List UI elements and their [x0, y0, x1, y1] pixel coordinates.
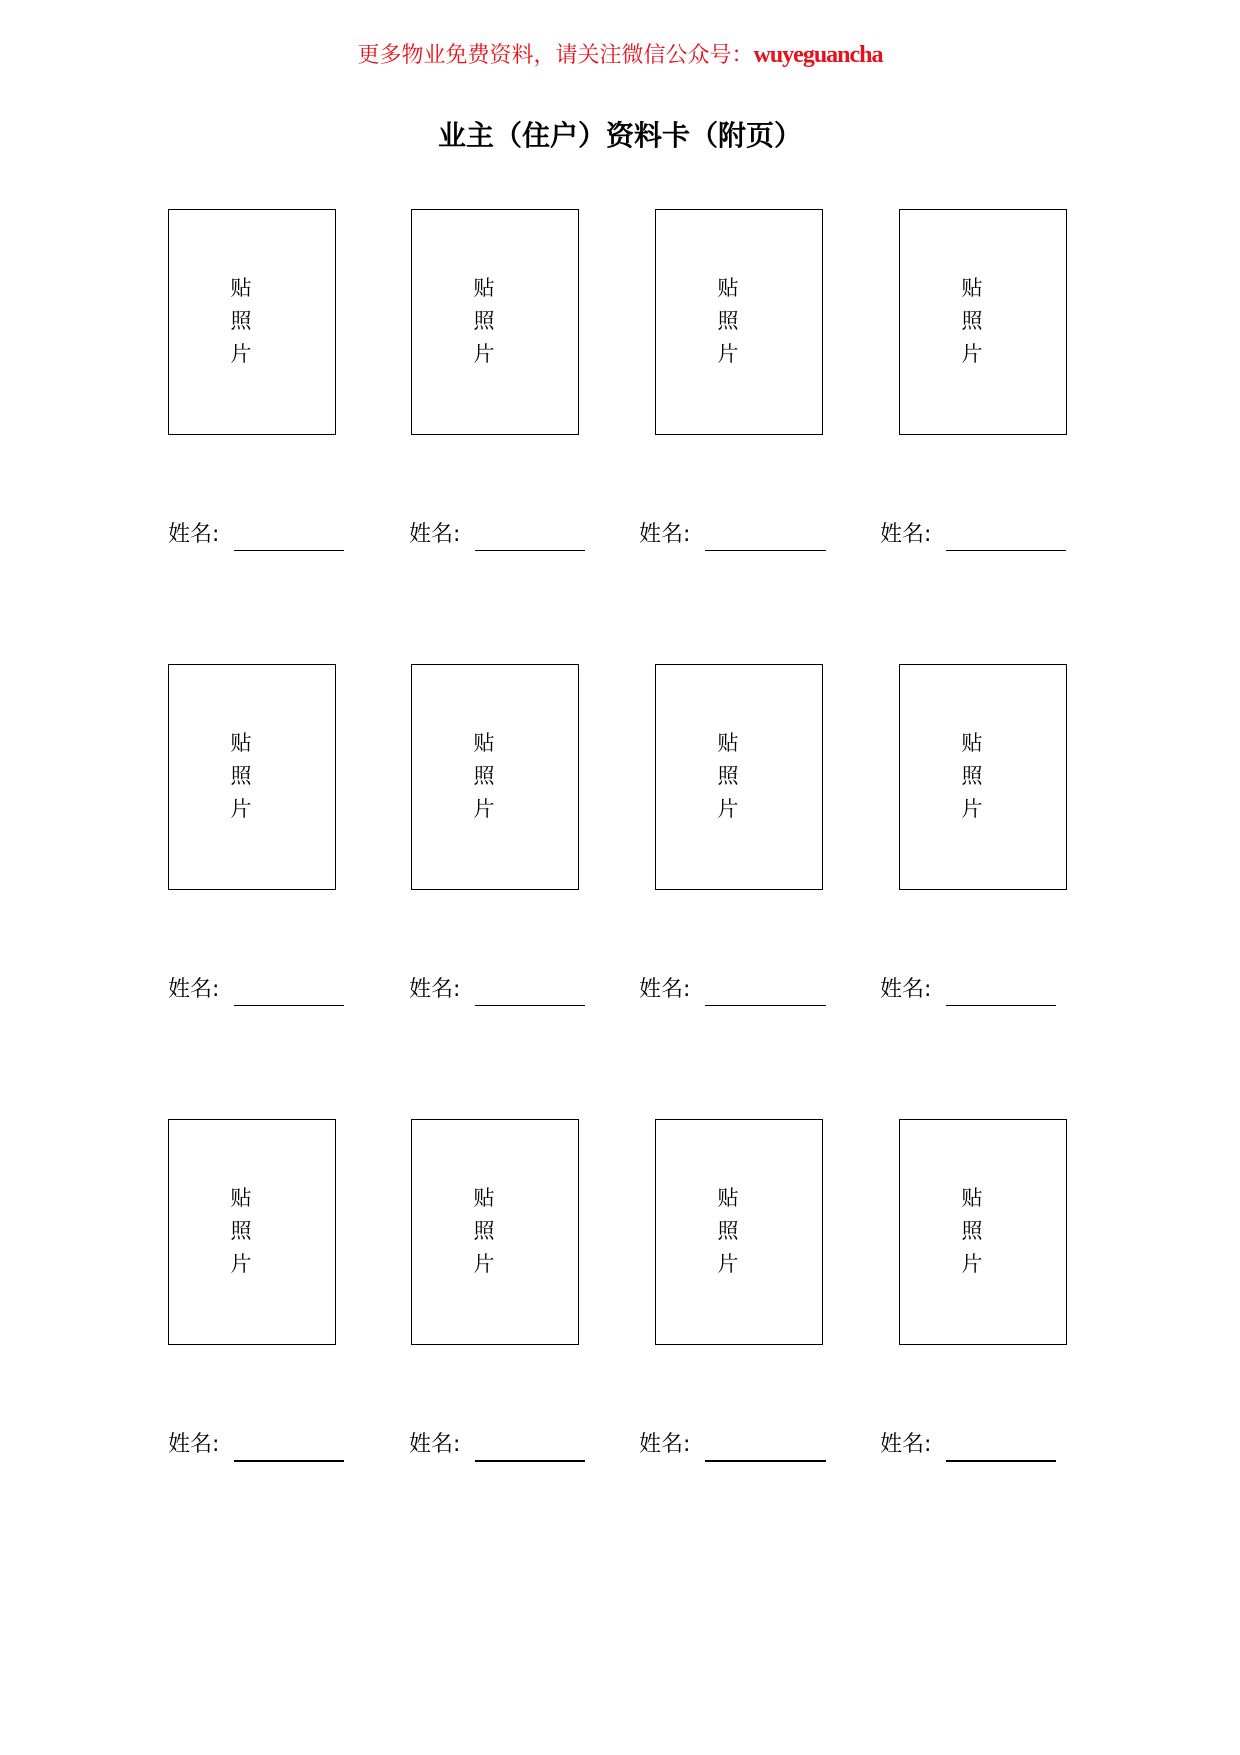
photo-slot-10: [411, 1119, 579, 1345]
name-input-line[interactable]: [705, 1005, 826, 1006]
name-input-line[interactable]: [234, 1005, 344, 1006]
name-label: 姓名:: [880, 977, 932, 1002]
photo-slot-9: [168, 1119, 336, 1345]
name-label: 姓名:: [880, 522, 932, 547]
name-label: 姓名:: [639, 1432, 691, 1457]
photo-placeholder-label: 贴 照 片: [717, 731, 739, 821]
photo-placeholder-label: 贴 照 片: [717, 276, 739, 366]
name-input-line[interactable]: [946, 1005, 1056, 1006]
name-input-line[interactable]: [234, 1460, 344, 1462]
promo-text: 更多物业免费资料，请关注微信公众号：: [357, 43, 754, 68]
photo-placeholder-label: 贴 照 片: [230, 276, 252, 366]
photo-placeholder-label: 贴 照 片: [717, 1186, 739, 1276]
photo-placeholder-label: 贴 照 片: [473, 731, 495, 821]
photo-placeholder-label: 贴 照 片: [473, 1186, 495, 1276]
photo-slot-5: [168, 664, 336, 890]
name-input-line[interactable]: [475, 1460, 585, 1462]
name-label: 姓名:: [409, 522, 461, 547]
name-label: 姓名:: [409, 1432, 461, 1457]
photo-slot-8: [899, 664, 1067, 890]
photo-placeholder-label: 贴 照 片: [230, 731, 252, 821]
photo-slot-12: [899, 1119, 1067, 1345]
name-input-line[interactable]: [475, 1005, 585, 1006]
name-label: 姓名:: [168, 522, 220, 547]
name-label: 姓名:: [639, 522, 691, 547]
photo-slot-7: [655, 664, 823, 890]
photo-slot-2: [411, 209, 579, 435]
name-input-line[interactable]: [946, 1460, 1056, 1462]
name-label: 姓名:: [639, 977, 691, 1002]
photo-placeholder-label: 贴 照 片: [473, 276, 495, 366]
photo-slot-6: [411, 664, 579, 890]
photo-placeholder-label: 贴 照 片: [230, 1186, 252, 1276]
name-input-line[interactable]: [234, 550, 344, 551]
name-label: 姓名:: [880, 1432, 932, 1457]
page-title: 业主（住户）资料卡（附页）: [437, 119, 802, 152]
name-label: 姓名:: [409, 977, 461, 1002]
photo-placeholder-label: 贴 照 片: [961, 731, 983, 821]
photo-slot-11: [655, 1119, 823, 1345]
name-label: 姓名:: [168, 1432, 220, 1457]
name-input-line[interactable]: [475, 550, 585, 551]
photo-placeholder-label: 贴 照 片: [961, 1186, 983, 1276]
photo-slot-4: [899, 209, 1067, 435]
name-label: 姓名:: [168, 977, 220, 1002]
name-input-line[interactable]: [705, 1460, 826, 1462]
promo-banner: [0, 38, 1240, 73]
photo-placeholder-label: 贴 照 片: [961, 276, 983, 366]
name-input-line[interactable]: [946, 550, 1066, 551]
photo-slot-3: [655, 209, 823, 435]
name-input-line[interactable]: [705, 550, 826, 551]
promo-brand: wuyeguancha: [753, 42, 883, 68]
photo-slot-1: [168, 209, 336, 435]
